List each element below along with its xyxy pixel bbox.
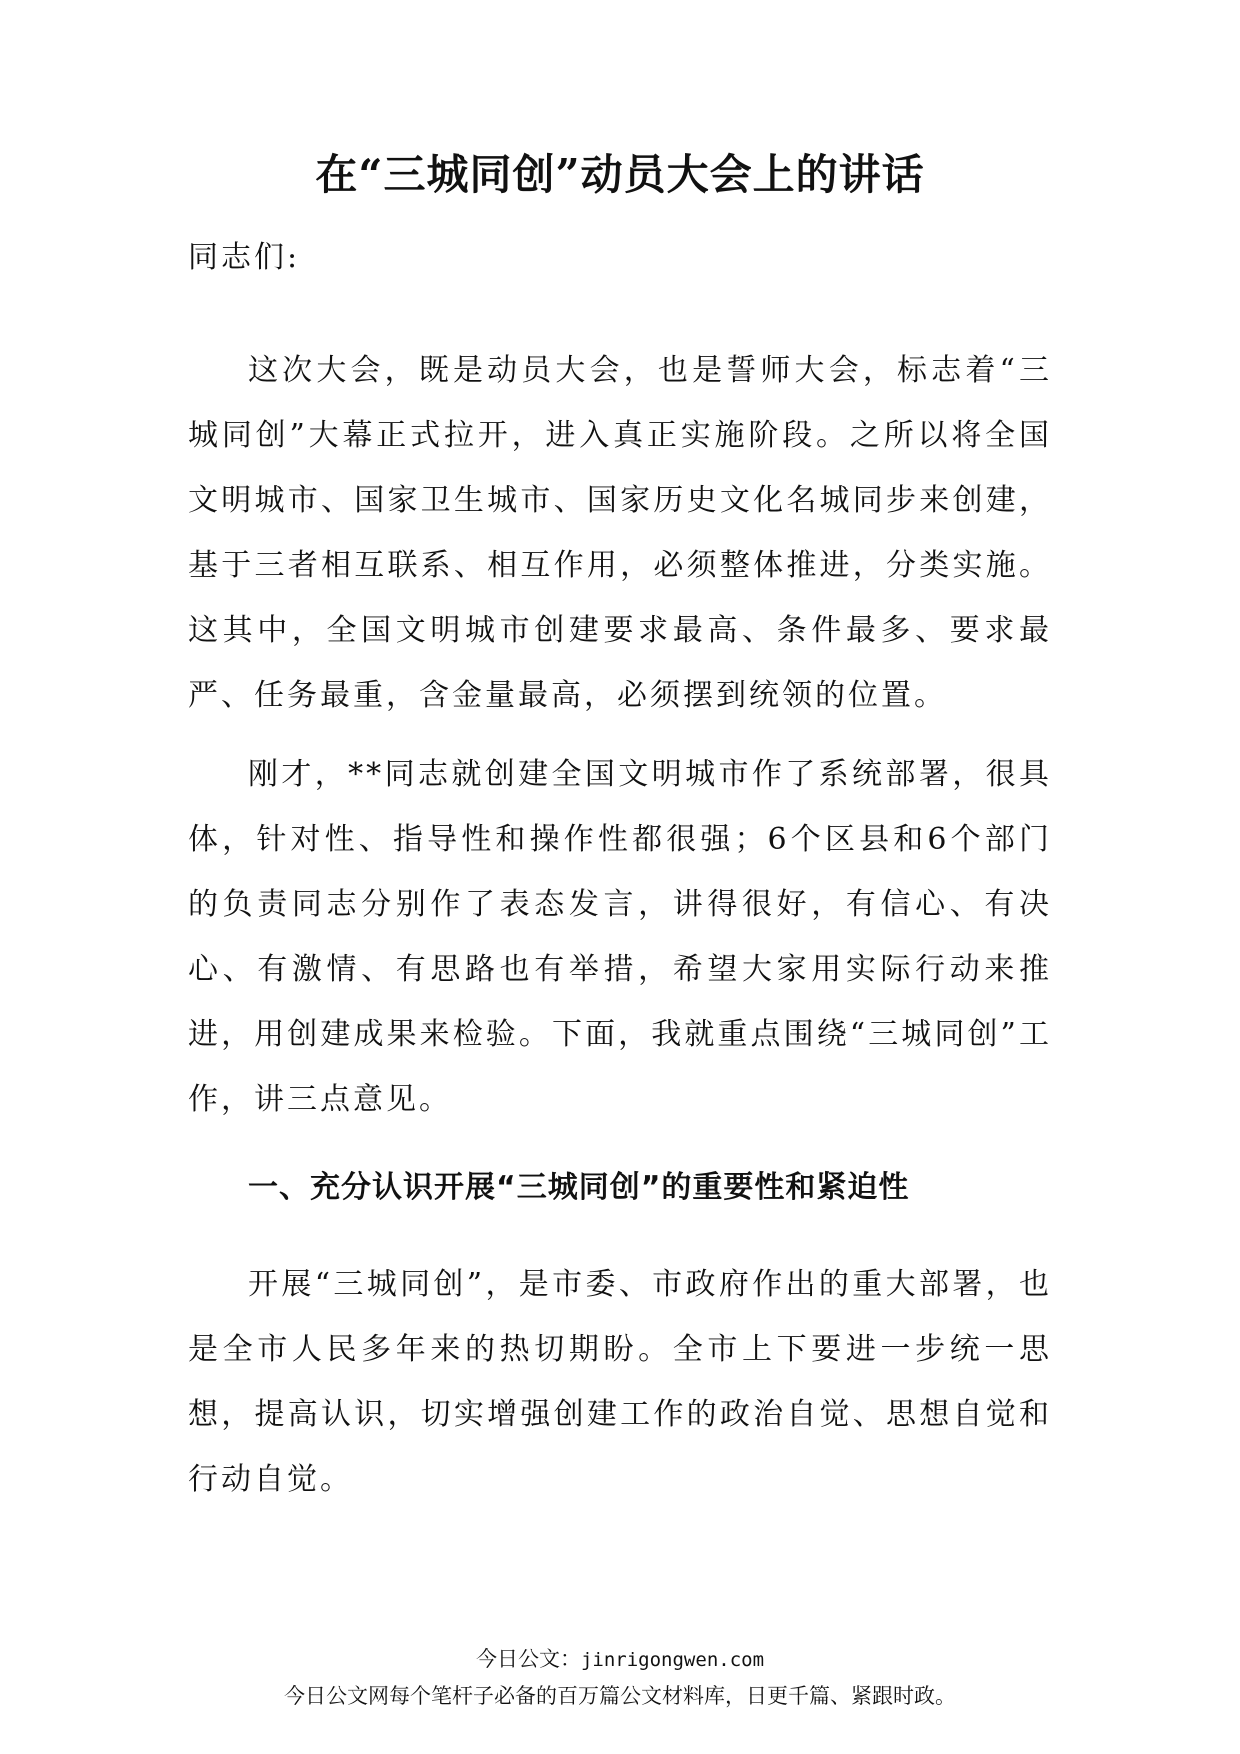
footer-site-label: 今日公文： [475, 1647, 581, 1671]
document-title: 在“三城同创”动员大会上的讲话 [315, 150, 925, 199]
paragraph-1: 这次大会，既是动员大会，也是誓师大会，标志着“三城同创”大幕正式拉开，进入真正实施阶段。之所以将全国文明城市、国家卫生城市、国家历史文化名城同步来创建，基于三者相互联系、相互作用，必须整体推进，分类实施。这其中，全国文明城市创建要求最高、条件最多、要求最严、任务最重，含金量最高，必须摆到统领的位置。 [188, 353, 1052, 713]
footer-site-line [0, 1643, 1240, 1673]
footer-tagline: 今日公文网每个笔杆子必备的百万篇公文材料库，日更千篇、紧跟时政。 [284, 1684, 956, 1708]
section-heading-1: 一、充分认识开展“三城同创”的重要性和紧迫性 [248, 1170, 910, 1205]
salutation: 同志们: [188, 240, 301, 275]
paragraph-2: 刚才，**同志就创建全国文明城市作了系统部署，很具体，针对性、指导性和操作性都很强；6个区县和6个部门的负责同志分别作了表态发言，讲得很好，有信心、有决心、有激情、有思路也有举措，希望大家用实际行动来推进，用创建成果来检验。下面，我就重点围绕“三城同创”工作，讲三点意见。 [188, 757, 1052, 1117]
footer-site-url[interactable]: jinrigongwen.com [580, 1649, 765, 1671]
section-1-paragraph-1: 开展“三城同创”，是市委、市政府作出的重大部署，也是全市人民多年来的热切期盼。全市上下要进一步统一思想，提高认识，切实增强创建工作的政治自觉、思想自觉和行动自觉。 [188, 1267, 1052, 1497]
